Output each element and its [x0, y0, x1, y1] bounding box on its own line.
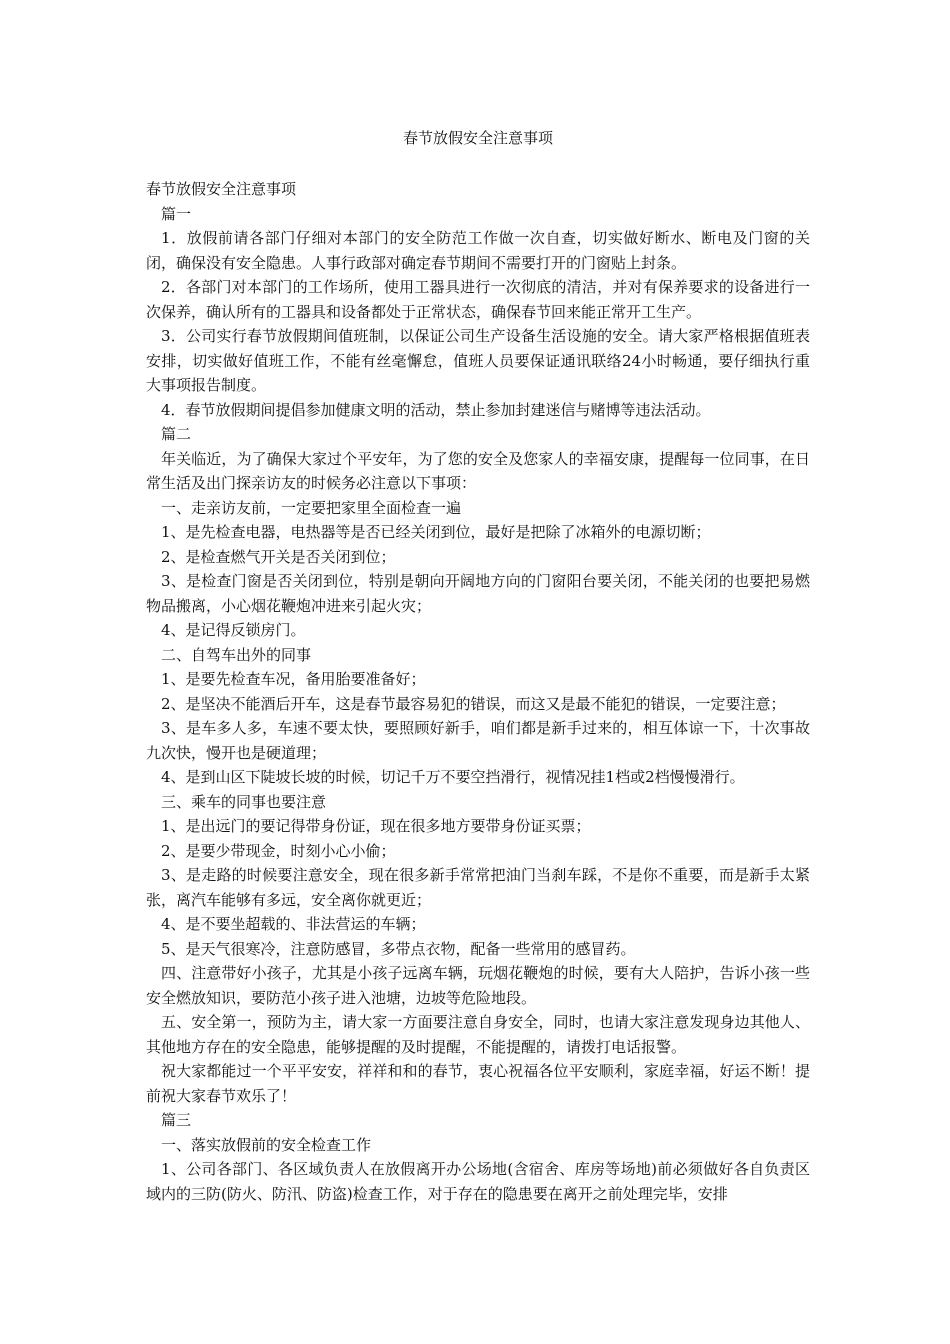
- paragraph: 5、是天气很寒冷，注意防感冒，多带点衣物，配备一些常用的感冒药。: [161, 939, 636, 958]
- paragraph: 4、是不要坐超载的、非法营运的车辆；: [161, 915, 426, 933]
- paragraph: 1、是先检查电器，电热器等是否已经关闭到位，最好是把除了冰箱外的电源切断；: [161, 523, 711, 541]
- paragraph: 五、安全第一，预防为主，请大家一方面要注意自身安全，同时，也请大家注意发现身边其他人、其他地方存在的安全隐患，能够提醒的及时提醒，不能提醒的，请拨打电话报警。: [146, 1013, 810, 1056]
- paragraph: 篇一: [161, 204, 192, 223]
- paragraph: 2．各部门对本部门的工作场所，使用工器具进行一次彻底的清洁，并对有保养要求的设备进行一次保养，确认所有的工器具和设备都处于正常状态，确保春节回来能正常开工生产。: [146, 278, 810, 321]
- paragraph: 年关临近，为了确保大家过个平安年，为了您的安全及您家人的幸福安康，提醒每一位同事，在日常生活及出门探亲访友的时候务必注意以下事项：: [146, 449, 810, 492]
- paragraph: 1、是出远门的要记得带身份证，现在很多地方要带身份证买票；: [161, 817, 591, 835]
- paragraph: 一、走亲访友前，一定要把家里全面检查一遍: [161, 498, 462, 517]
- paragraph: 3、是车多人多，车速不要太快，要照顾好新手，咱们都是新手过来的，相互体谅一下，十次事故九次快，慢开也是硬道理；: [146, 719, 810, 762]
- paragraph: 4、是记得反锁房门。: [161, 621, 306, 639]
- paragraph-list: [146, 202, 810, 1207]
- paragraph: 3、是检查门窗是否关闭到位，特别是朝向开阔地方向的门窗阳台要关闭，不能关闭的也要把易燃物品搬离，小心烟花鞭炮冲进来引起火灾；: [146, 572, 810, 615]
- paragraph: 3．公司实行春节放假期间值班制，以保证公司生产设备生活设施的安全。请大家严格根据值班表安排，切实做好值班工作，不能有丝毫懈怠，值班人员要保证通讯联络24小时畅通，要仔细执行重大事项报告制度。: [146, 327, 810, 394]
- paragraph: 祝大家都能过一个平平安安，祥祥和和的春节，衷心祝福各位平安顺利，家庭幸福，好运不断！提前祝大家春节欢乐了！: [146, 1062, 810, 1105]
- paragraph: 2、是坚决不能酒后开车，这是春节最容易犯的错误，而这又是最不能犯的错误，一定要注意；: [161, 694, 786, 713]
- paragraph: 四、注意带好小孩子，尤其是小孩子远离车辆，玩烟花鞭炮的时候，要有大人陪护，告诉小孩一些安全燃放知识，要防范小孩子进入池塘，边坡等危险地段。: [146, 964, 810, 1007]
- paragraph: 1、是要先检查车况，备用胎要准备好；: [161, 670, 426, 688]
- document-subtitle: 春节放假安全注意事项: [146, 180, 297, 198]
- paragraph: 4、是到山区下陡坡长坡的时候，切记千万不要空挡滑行，视情况挂1档或2档慢慢滑行。: [161, 768, 745, 786]
- paragraph: 一、落实放假前的安全检查工作: [161, 1135, 372, 1154]
- document-body: [146, 177, 810, 1206]
- paragraph: 篇三: [161, 1111, 192, 1129]
- paragraph: 三、乘车的同事也要注意: [161, 792, 327, 811]
- paragraph: 1．放假前请各部门仔细对本部门的安全防范工作做一次自查，切实做好断水、断电及门窗的关闭，确保没有安全隐患。人事行政部对确定春节期间不需要打开的门窗贴上封条。: [146, 229, 810, 272]
- paragraph: 4．春节放假期间提倡参加健康文明的活动，禁止参加封建迷信与赌博等违法活动。: [161, 400, 711, 419]
- paragraph: 2、是要少带现金，时刻小心小偷；: [161, 841, 396, 860]
- paragraph: 3、是走路的时候要注意安全，现在很多新手常常把油门当刹车踩，不是你不重要，而是新手太紧张，离汽车能够有多远，安全离你就更近；: [146, 866, 810, 909]
- paragraph: 篇二: [161, 425, 192, 443]
- paragraph: 1、公司各部门、各区域负责人在放假离开办公场地(含宿舍、库房等场地)前必须做好各自负责区域内的三防(防火、防汛、防盗)检查工作，对于存在的隐患要在离开之前处理完毕，安排: [146, 1160, 810, 1203]
- paragraph: 2、是检查燃气开关是否关闭到位；: [161, 547, 396, 566]
- document-title: 春节放假安全注意事项: [402, 129, 553, 147]
- paragraph: 二、自驾车出外的同事: [161, 645, 312, 664]
